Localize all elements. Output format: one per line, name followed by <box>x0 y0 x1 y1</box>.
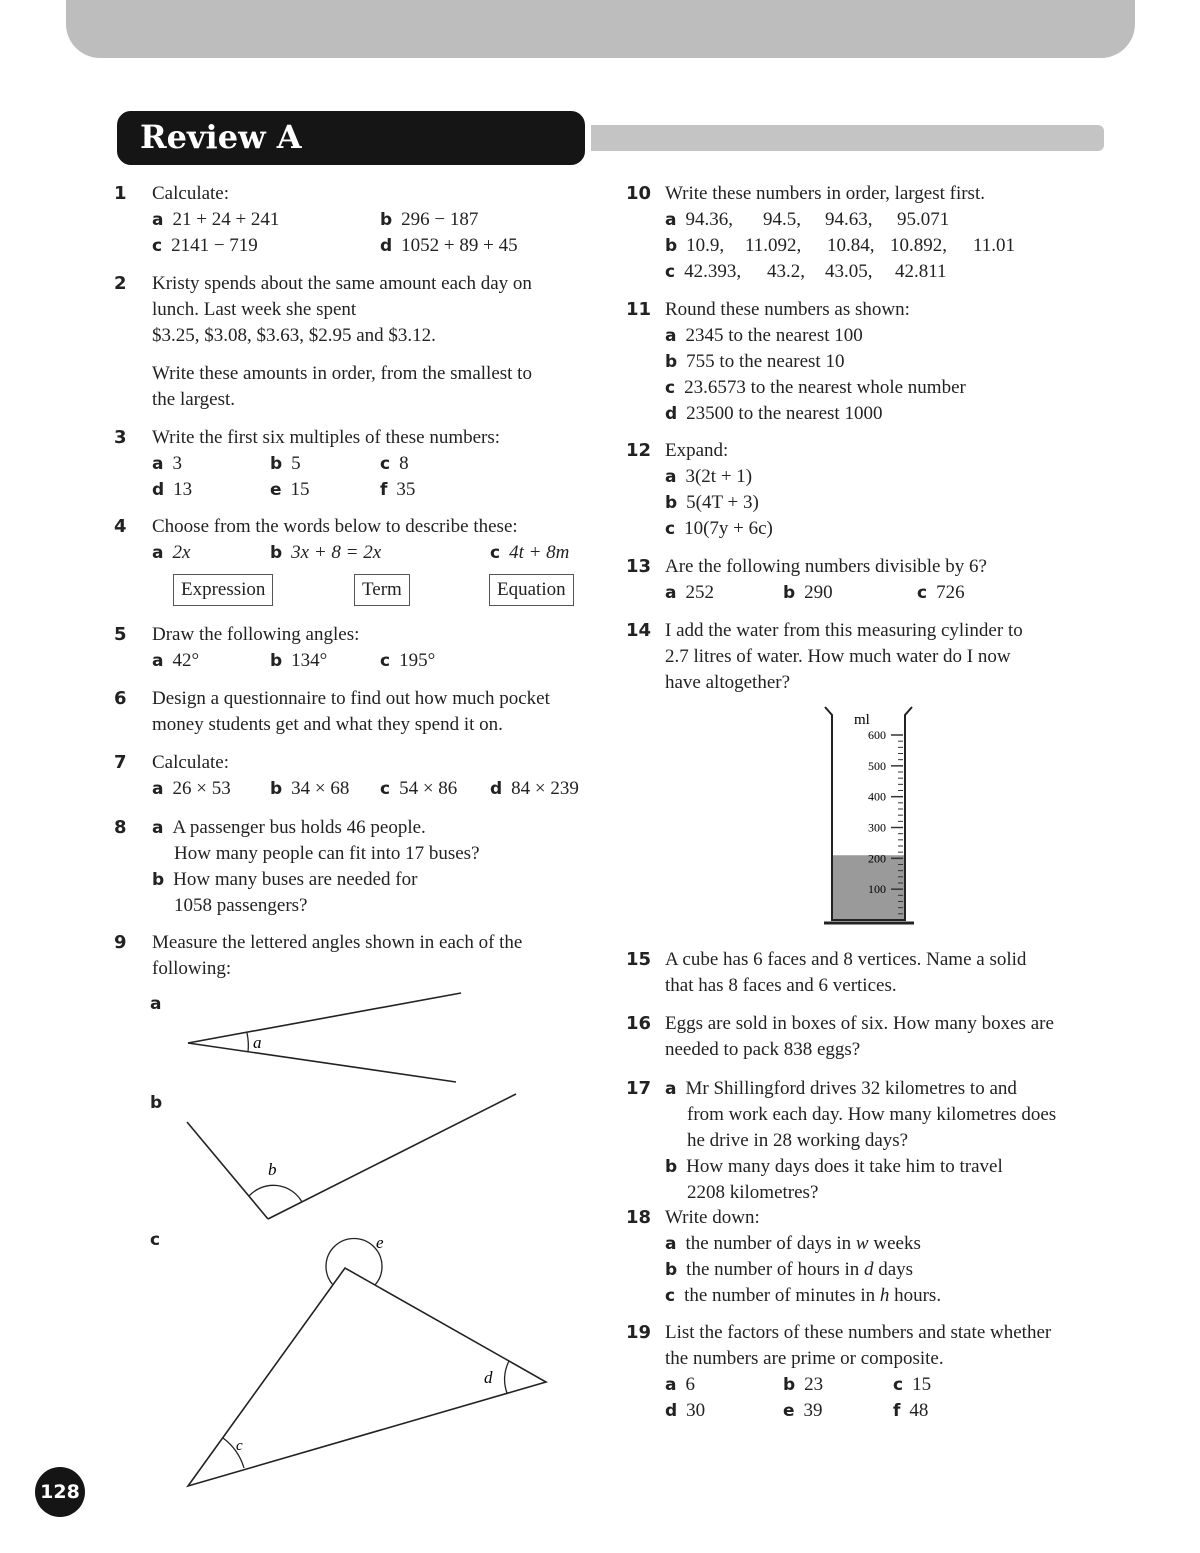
question-text: Kristy spends about the same amount each day on <box>152 273 532 294</box>
angle-label-c: c <box>236 1438 243 1454</box>
part-text: 34 × 68 <box>291 778 350 799</box>
number-value: 94.63, <box>825 209 873 230</box>
part-label: d <box>490 779 503 799</box>
question-text: that has 8 faces and 6 vertices. <box>665 975 897 996</box>
angle-figure-a <box>188 993 461 1082</box>
part-label: a <box>665 210 677 230</box>
question-text: Write these amounts in order, from the smallest to <box>152 363 532 384</box>
number-value: 10.892, <box>890 235 947 256</box>
question-17 <box>626 1076 1135 1206</box>
part-label: a <box>665 583 677 603</box>
part-text: 2345 to the nearest 100 <box>685 325 863 346</box>
part-label: a <box>152 651 164 671</box>
question-14 <box>626 618 1135 696</box>
part-label: d <box>665 1401 678 1421</box>
part-text: 30 <box>686 1400 706 1421</box>
part-text: 296 − 187 <box>401 209 479 230</box>
tick-label: 300 <box>868 820 886 835</box>
part-text: 10(7y + 6c) <box>684 518 773 539</box>
word-box-expression: Expression <box>173 574 273 606</box>
part-label: c <box>893 1375 904 1395</box>
part-label: a <box>665 326 677 346</box>
part-text: 3 <box>172 453 182 474</box>
figure-label-c: c <box>150 1230 161 1250</box>
part-label: b <box>152 870 165 890</box>
angle-arc <box>505 1361 509 1393</box>
question-text: Eggs are sold in boxes of six. How many boxes are <box>665 1013 1054 1034</box>
question-text: Write the first six multiples of these numbers: <box>152 427 501 448</box>
part-text: 2141 − 719 <box>171 235 258 256</box>
part-text: 23.6573 to the nearest whole number <box>684 377 966 398</box>
variable: d <box>864 1259 874 1280</box>
question-number: 15 <box>626 949 652 970</box>
question-number: 19 <box>626 1322 652 1343</box>
question-number: 1 <box>114 183 127 204</box>
angle-label-d: d <box>484 1368 493 1387</box>
question-text: needed to pack 838 eggs? <box>665 1039 861 1060</box>
angle-label-b: b <box>268 1160 277 1179</box>
question-text: Design a questionnaire to find out how much pocket <box>152 688 550 709</box>
ray <box>268 1094 516 1219</box>
part-label: b <box>665 493 678 513</box>
question-text: Expand: <box>665 440 729 461</box>
part-label: c <box>917 583 928 603</box>
part-text: 21 + 24 + 241 <box>172 209 280 230</box>
part-label: a <box>152 454 164 474</box>
part-text: 755 to the nearest 10 <box>686 351 845 372</box>
part-text: he drive in 28 working days? <box>687 1130 909 1151</box>
page-number: 128 <box>35 1467 85 1517</box>
part-text: 1058 passengers? <box>174 895 308 916</box>
part-label: c <box>665 378 676 398</box>
question-19 <box>626 1320 1135 1424</box>
part-text: 35 <box>396 479 416 500</box>
figure-label-a: a <box>150 994 162 1014</box>
part-text: the number of minutes in <box>684 1285 880 1306</box>
question-text: Calculate: <box>152 752 230 773</box>
part-text: from work each day. How many kilometres does <box>687 1104 1057 1125</box>
part-label: b <box>665 236 678 256</box>
ray <box>187 1122 268 1219</box>
number-value: 43.05, <box>825 261 873 282</box>
part-label: e <box>783 1401 795 1421</box>
part-text: 23 <box>804 1374 824 1395</box>
ray <box>188 1043 456 1082</box>
variable: w <box>855 1233 869 1254</box>
part-label: a <box>665 1079 677 1099</box>
measuring-cylinder <box>820 705 920 927</box>
variable: h <box>879 1285 890 1306</box>
part-text: 1052 + 89 + 45 <box>401 235 518 256</box>
part-text: A passenger bus holds 46 people. <box>172 817 426 838</box>
part-text: 42° <box>172 650 200 671</box>
part-text: 13 <box>173 479 193 500</box>
part-text: 15 <box>290 479 310 500</box>
part-text: 5(4T + 3) <box>686 492 759 513</box>
question-number: 14 <box>626 620 652 641</box>
question-number: 13 <box>626 556 652 577</box>
part-label: c <box>665 262 676 282</box>
part-label: c <box>380 651 391 671</box>
part-label: f <box>380 480 388 500</box>
angle-label-e: e <box>376 1233 384 1252</box>
question-number: 11 <box>626 299 652 320</box>
part-label: a <box>665 1234 677 1254</box>
part-text: 6 <box>685 1374 695 1395</box>
number-value: 10.84, <box>827 235 875 256</box>
part-text: 2208 kilometres? <box>687 1182 819 1203</box>
part-text: 23500 to the nearest 1000 <box>686 403 883 424</box>
question-16 <box>626 1011 1135 1063</box>
part-text: 39 <box>803 1400 823 1421</box>
part-label: b <box>380 210 393 230</box>
question-11 <box>626 297 1135 427</box>
question-number: 3 <box>114 427 127 448</box>
part-text: 8 <box>399 453 409 474</box>
question-text: List the factors of these numbers and state whether <box>665 1322 1052 1343</box>
part-text: the number of days in <box>685 1233 856 1254</box>
cylinder-unit: ml <box>854 712 870 728</box>
question-text: the numbers are prime or composite. <box>665 1348 944 1369</box>
question-text: the largest. <box>152 389 236 410</box>
question-text: A cube has 6 faces and 8 vertices. Name a solid <box>665 949 1027 970</box>
number-value: 42.393, <box>684 261 742 282</box>
part-text: 84 × 239 <box>511 778 579 799</box>
number-value: 42.811 <box>895 261 947 282</box>
question-number: 10 <box>626 183 652 204</box>
part-text: 5 <box>291 453 301 474</box>
question-text: 2.7 litres of water. How much water do I now <box>665 646 1011 667</box>
part-text: 195° <box>399 650 436 671</box>
angle-label-a: a <box>253 1033 262 1052</box>
part-label: c <box>380 779 391 799</box>
part-label: b <box>783 583 796 603</box>
part-label: b <box>665 352 678 372</box>
part-label: a <box>152 779 164 799</box>
part-label: c <box>380 454 391 474</box>
word-box-equation: Equation <box>489 574 574 606</box>
question-text: Are the following numbers divisible by 6? <box>665 556 987 577</box>
part-text: 15 <box>912 1374 932 1395</box>
question-10 <box>626 181 1135 285</box>
tick-label: 200 <box>868 851 886 866</box>
part-text: How many days does it take him to travel <box>686 1156 1003 1177</box>
angle-figure-b <box>187 1094 516 1219</box>
part-text: How many buses are needed for <box>173 869 418 890</box>
question-number: 9 <box>114 932 127 953</box>
part-label: a <box>665 1375 677 1395</box>
question-number: 16 <box>626 1013 652 1034</box>
number-value: 94.5, <box>763 209 801 230</box>
part-label: d <box>152 480 165 500</box>
number-value: 11.01 <box>973 235 1016 256</box>
part-label: b <box>270 454 283 474</box>
part-label: c <box>490 543 501 563</box>
tick-label: 500 <box>868 758 886 773</box>
question-text: money students get and what they spend it on. <box>152 714 503 735</box>
part-label: b <box>270 543 283 563</box>
number-value: 95.071 <box>897 209 950 230</box>
number-value: 11.092, <box>745 235 802 256</box>
question-number: 7 <box>114 752 127 773</box>
question-text: Calculate: <box>152 183 230 204</box>
question-text: $3.25, $3.08, $3.63, $2.95 and $3.12. <box>152 325 436 346</box>
page-title: Review A <box>140 118 302 156</box>
word-box-term: Term <box>354 574 410 606</box>
part-label: d <box>380 236 393 256</box>
part-label: d <box>665 404 678 424</box>
part-text: 726 <box>936 582 965 603</box>
question-text: Choose from the words below to describe these: <box>152 516 518 537</box>
part-label: b <box>783 1375 796 1395</box>
angle-arc <box>249 1185 302 1202</box>
part-text: How many people can fit into 17 buses? <box>174 843 480 864</box>
reflex-angle-arc <box>326 1238 382 1285</box>
question-text: Measure the lettered angles shown in each of the <box>152 932 523 953</box>
part-text: hours. <box>889 1285 942 1306</box>
part-label: b <box>665 1260 678 1280</box>
part-label: a <box>152 543 164 563</box>
part-text: 48 <box>909 1400 929 1421</box>
question-number: 2 <box>114 273 127 294</box>
angle-arc <box>247 1033 248 1052</box>
part-label: b <box>270 779 283 799</box>
part-label: a <box>152 818 164 838</box>
part-text: 4t + 8m <box>509 542 570 563</box>
question-18 <box>626 1205 1135 1309</box>
number-value: 94.36, <box>685 209 733 230</box>
question-text: Write down: <box>665 1207 760 1228</box>
question-number: 5 <box>114 624 127 645</box>
question-text: have altogether? <box>665 672 791 693</box>
question-number: 4 <box>114 516 127 537</box>
part-text: 2x <box>172 542 191 563</box>
question-number: 12 <box>626 440 652 461</box>
part-label: b <box>665 1157 678 1177</box>
part-text: days <box>873 1259 914 1280</box>
part-text: 252 <box>685 582 714 603</box>
question-12 <box>626 438 1135 542</box>
question-15 <box>626 947 1135 999</box>
question-number: 18 <box>626 1207 652 1228</box>
question-number: 17 <box>626 1078 652 1099</box>
part-text: 290 <box>804 582 833 603</box>
number-value: 10.9, <box>686 235 725 256</box>
question-number: 6 <box>114 688 127 709</box>
part-text: 3(2t + 1) <box>685 466 753 487</box>
angle-figure-c <box>188 1233 546 1486</box>
part-text: 3x + 8 = 2x <box>291 542 382 563</box>
tick-label: 400 <box>868 789 886 804</box>
question-13 <box>626 554 1135 606</box>
part-label: a <box>152 210 164 230</box>
question-text: Round these numbers as shown: <box>665 299 910 320</box>
part-text: 26 × 53 <box>172 778 231 799</box>
part-text: 134° <box>291 650 328 671</box>
part-text: Mr Shillingford drives 32 kilometres to and <box>685 1078 1017 1099</box>
ray <box>188 993 461 1043</box>
question-text: I add the water from this measuring cylinder to <box>665 620 1023 641</box>
question-text: following: <box>152 958 232 979</box>
part-label: c <box>152 236 163 256</box>
tick-label: 100 <box>868 882 886 897</box>
figure-label-b: b <box>150 1093 163 1113</box>
part-label: e <box>270 480 282 500</box>
part-label: a <box>665 467 677 487</box>
number-value: 43.2, <box>767 261 805 282</box>
question-text: Write these numbers in order, largest first. <box>665 183 985 204</box>
part-label: c <box>665 1286 676 1306</box>
question-number: 8 <box>114 817 127 838</box>
part-label: f <box>893 1401 901 1421</box>
part-label: b <box>270 651 283 671</box>
question-text: lunch. Last week she spent <box>152 299 357 320</box>
part-label: c <box>665 519 676 539</box>
tick-label: 600 <box>868 728 886 742</box>
question-text: Draw the following angles: <box>152 624 360 645</box>
part-text: the number of hours in <box>686 1259 864 1280</box>
part-text: weeks <box>868 1233 921 1254</box>
part-text: 54 × 86 <box>399 778 458 799</box>
